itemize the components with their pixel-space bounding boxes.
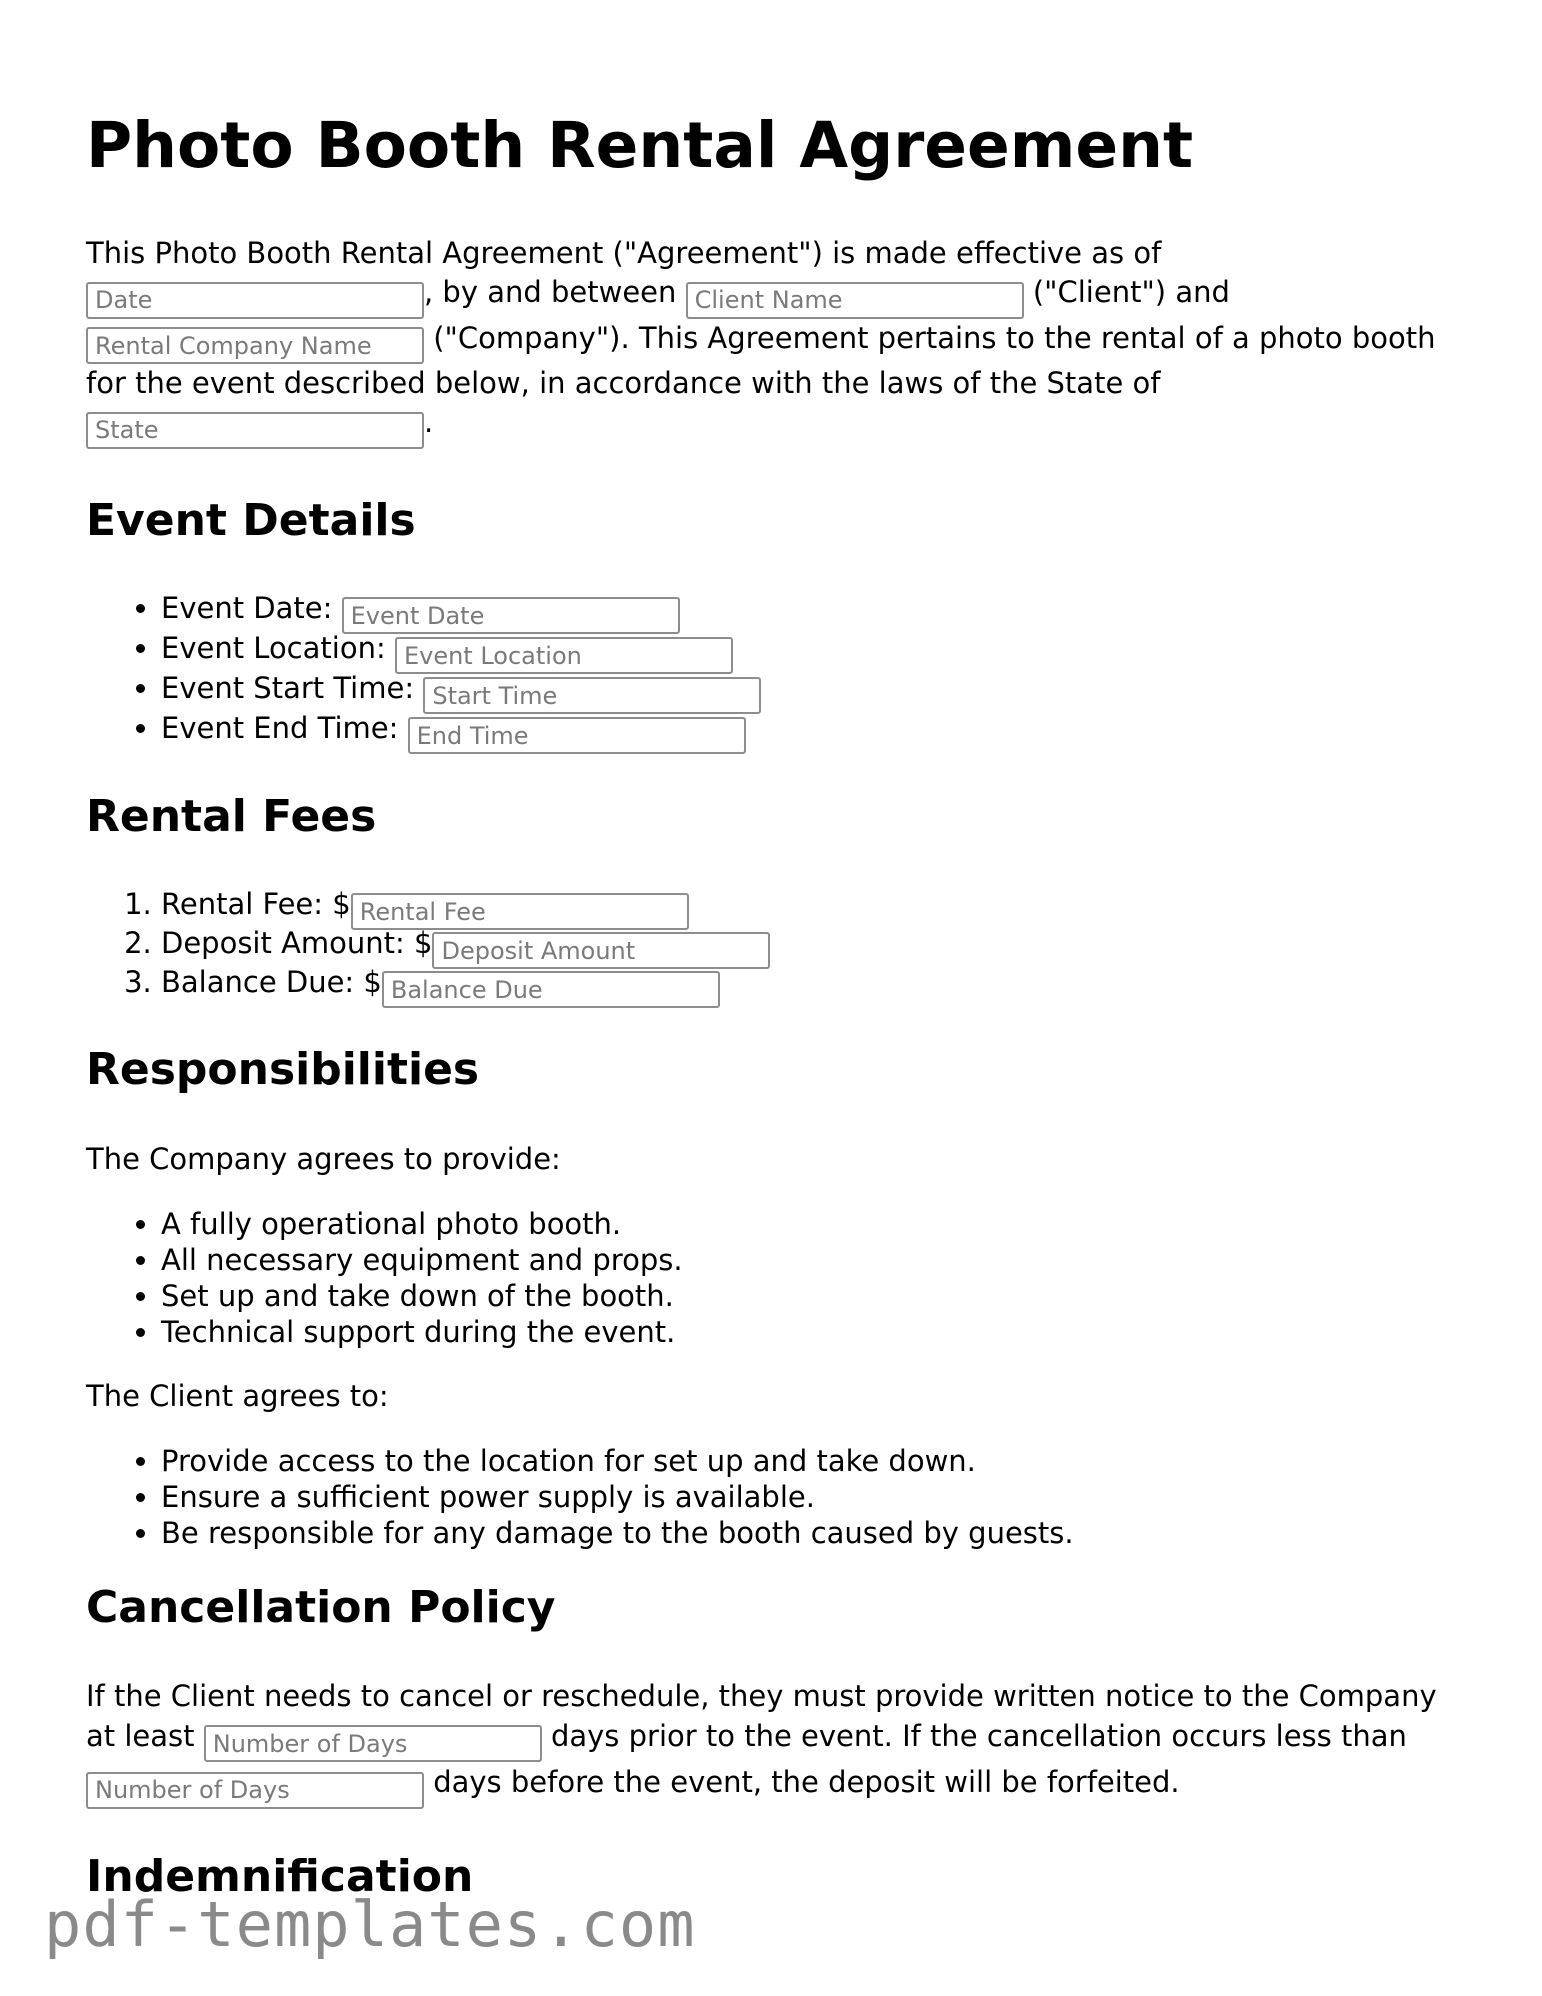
company-name-field[interactable] xyxy=(86,327,424,364)
end-time-field[interactable] xyxy=(408,717,746,754)
event-location-label: Event Location: xyxy=(161,630,386,665)
cancellation-text: days before the event, the deposit will be forfeited. xyxy=(424,1765,1180,1799)
event-end-time-label: Event End Time: xyxy=(161,710,399,745)
deposit-amount-label: Deposit Amount: $ xyxy=(161,925,433,960)
intro-paragraph xyxy=(86,234,1466,449)
company-agrees-text: The Company agrees to provide: xyxy=(86,1141,561,1176)
document-title: Photo Booth Rental Agreement xyxy=(86,109,1194,182)
list-item xyxy=(161,709,1466,749)
state-field[interactable] xyxy=(86,412,424,449)
responsibilities-heading: Responsibilities xyxy=(86,1043,480,1095)
cancellation-text: If the Client needs to cancel or reschedule, they must provide written notice to the Company at least xyxy=(86,1678,1437,1753)
balance-due-field[interactable] xyxy=(382,971,720,1008)
cancellation-paragraph xyxy=(86,1676,1466,1809)
document-content xyxy=(86,100,1466,1907)
cancellation-policy-heading: Cancellation Policy xyxy=(86,1581,556,1633)
event-details-list xyxy=(86,589,1466,749)
list-item xyxy=(161,629,1466,669)
rental-fees-heading: Rental Fees xyxy=(86,790,377,842)
list-item xyxy=(161,924,1466,963)
rental-fees-list xyxy=(86,885,1466,1002)
client-name-field[interactable] xyxy=(686,282,1024,319)
list-item: • Set up and take down of the booth. xyxy=(161,1278,1466,1314)
date-field[interactable] xyxy=(86,282,424,319)
intro-text: This Photo Booth Rental Agreement ("Agreement") is made effective as of xyxy=(86,236,1162,270)
indemnification-heading: Indemnification xyxy=(86,1850,474,1902)
client-responsibilities-list xyxy=(86,1443,1466,1551)
rental-fee-label: Rental Fee: $ xyxy=(161,886,351,921)
notice-days-field[interactable] xyxy=(204,1725,542,1762)
balance-due-label: Balance Due: $ xyxy=(161,964,382,999)
intro-text: , by and between xyxy=(424,275,686,309)
client-agrees-text: The Client agrees to: xyxy=(86,1378,389,1413)
event-details-heading: Event Details xyxy=(86,494,416,546)
intro-text: . xyxy=(424,405,434,439)
list-item: • Ensure a sufficient power supply is available. xyxy=(161,1479,1466,1515)
list-item: • All necessary equipment and props. xyxy=(161,1242,1466,1278)
list-item xyxy=(161,669,1466,709)
list-item xyxy=(161,589,1466,629)
list-item: • Provide access to the location for set up and take down. xyxy=(161,1443,1466,1479)
company-responsibilities-list xyxy=(86,1206,1466,1350)
list-item: • A fully operational photo booth. xyxy=(161,1206,1466,1242)
list-item: • Be responsible for any damage to the booth caused by guests. xyxy=(161,1515,1466,1551)
watermark: pdf-templates.com xyxy=(44,1888,696,1961)
list-item xyxy=(161,963,1466,1002)
list-item: • Technical support during the event. xyxy=(161,1314,1466,1350)
intro-text: ("Company"). This Agreement pertains to the rental of a photo booth for the event described below, in accordance with the laws of the State of xyxy=(86,320,1436,400)
event-start-time-label: Event Start Time: xyxy=(161,670,415,705)
event-date-label: Event Date: xyxy=(161,590,333,625)
list-item xyxy=(161,885,1466,924)
forfeit-days-field[interactable] xyxy=(86,1772,424,1809)
cancellation-text: days prior to the event. If the cancellation occurs less than xyxy=(541,1718,1407,1753)
intro-text: ("Client") and xyxy=(1023,275,1230,309)
